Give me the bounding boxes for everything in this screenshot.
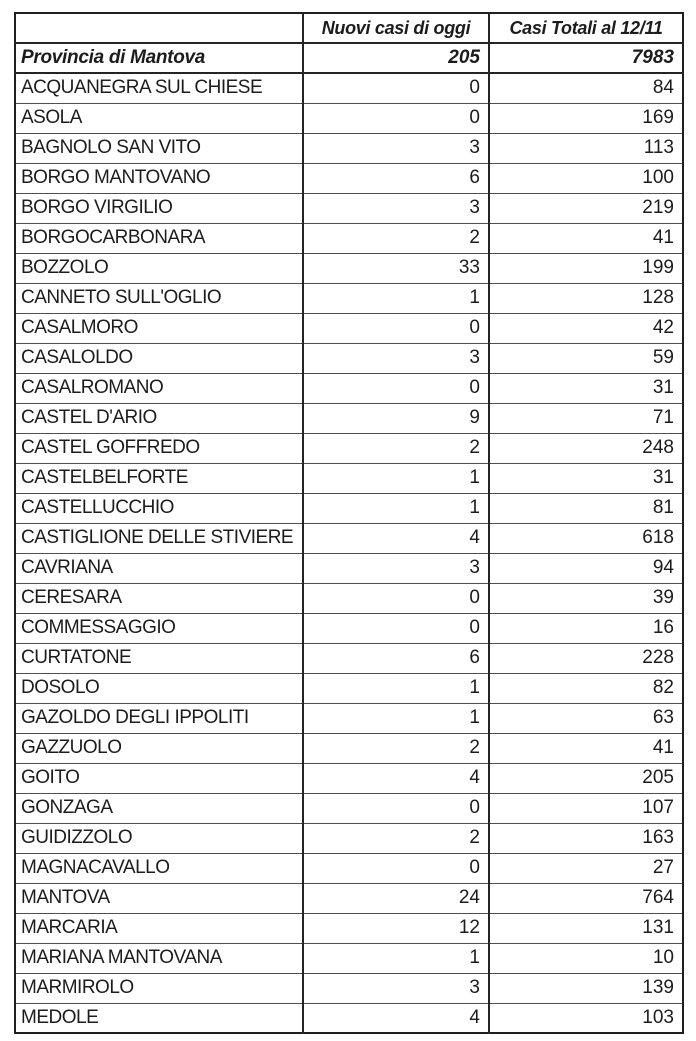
table-row — [15, 523, 683, 553]
table-row — [15, 223, 683, 253]
new-cases-value: 6 — [303, 643, 489, 673]
table-row — [15, 253, 683, 283]
municipality-name: CASALOLDO — [15, 343, 303, 373]
table-row — [15, 163, 683, 193]
new-cases-value: 1 — [303, 703, 489, 733]
new-cases-value: 2 — [303, 733, 489, 763]
table-row — [15, 643, 683, 673]
total-cases-value: 81 — [489, 493, 683, 523]
summary-row — [15, 43, 683, 73]
municipality-name: MARIANA MANTOVANA — [15, 943, 303, 973]
total-cases-value: 103 — [489, 1003, 683, 1033]
total-cases-value: 199 — [489, 253, 683, 283]
municipality-name: GONZAGA — [15, 793, 303, 823]
total-cases-value: 113 — [489, 133, 683, 163]
new-cases-value: 3 — [303, 133, 489, 163]
municipality-name: CAVRIANA — [15, 553, 303, 583]
new-cases-value: 2 — [303, 823, 489, 853]
table-row — [15, 133, 683, 163]
new-cases-value: 1 — [303, 463, 489, 493]
total-cases-value: 100 — [489, 163, 683, 193]
total-cases-value: 71 — [489, 403, 683, 433]
municipality-name: GAZOLDO DEGLI IPPOLITI — [15, 703, 303, 733]
table-row — [15, 853, 683, 883]
municipality-name: BORGOCARBONARA — [15, 223, 303, 253]
new-cases-value: 6 — [303, 163, 489, 193]
table-row — [15, 943, 683, 973]
table-row — [15, 1003, 683, 1033]
new-cases-value: 2 — [303, 223, 489, 253]
table-row — [15, 793, 683, 823]
municipality-name: ASOLA — [15, 103, 303, 133]
table-row — [15, 823, 683, 853]
table-row — [15, 973, 683, 1003]
municipality-name: BORGO VIRGILIO — [15, 193, 303, 223]
new-cases-value: 4 — [303, 763, 489, 793]
new-cases-value: 0 — [303, 793, 489, 823]
municipality-name: DOSOLO — [15, 673, 303, 703]
new-cases-value: 3 — [303, 193, 489, 223]
municipality-name: GOITO — [15, 763, 303, 793]
table-row — [15, 763, 683, 793]
new-cases-value: 24 — [303, 883, 489, 913]
new-cases-value: 1 — [303, 283, 489, 313]
total-cases-value: 63 — [489, 703, 683, 733]
total-cases-value: 139 — [489, 973, 683, 1003]
total-cases-value: 31 — [489, 463, 683, 493]
municipality-name: MARMIROLO — [15, 973, 303, 1003]
new-cases-value: 33 — [303, 253, 489, 283]
table-row — [15, 463, 683, 493]
municipality-name: CASTELBELFORTE — [15, 463, 303, 493]
header-empty-cell — [15, 13, 303, 43]
total-cases-value: 219 — [489, 193, 683, 223]
municipality-name: CASTEL GOFFREDO — [15, 433, 303, 463]
table-row — [15, 343, 683, 373]
total-cases-value: 107 — [489, 793, 683, 823]
summary-total-cases-value: 7983 — [489, 43, 683, 73]
total-cases-value: 764 — [489, 883, 683, 913]
municipality-name: BAGNOLO SAN VITO — [15, 133, 303, 163]
total-cases-value: 163 — [489, 823, 683, 853]
new-cases-value: 0 — [303, 103, 489, 133]
municipality-name: CERESARA — [15, 583, 303, 613]
summary-label: Provincia di Mantova — [15, 43, 303, 73]
total-cases-value: 42 — [489, 313, 683, 343]
header-total-cases: Casi Totali al 12/11 — [489, 13, 683, 43]
municipality-name: CURTATONE — [15, 643, 303, 673]
header-new-cases: Nuovi casi di oggi — [303, 13, 489, 43]
total-cases-value: 41 — [489, 223, 683, 253]
total-cases-value: 31 — [489, 373, 683, 403]
table-row — [15, 403, 683, 433]
table-row — [15, 913, 683, 943]
municipality-name: CASTIGLIONE DELLE STIVIERE — [15, 523, 303, 553]
municipality-name: CASTELLUCCHIO — [15, 493, 303, 523]
total-cases-value: 27 — [489, 853, 683, 883]
total-cases-value: 10 — [489, 943, 683, 973]
new-cases-value: 3 — [303, 973, 489, 1003]
table-row — [15, 613, 683, 643]
new-cases-value: 4 — [303, 523, 489, 553]
new-cases-value: 12 — [303, 913, 489, 943]
table-row — [15, 703, 683, 733]
total-cases-value: 41 — [489, 733, 683, 763]
table-row — [15, 193, 683, 223]
table-row — [15, 493, 683, 523]
table-row — [15, 583, 683, 613]
municipality-name: MARCARIA — [15, 913, 303, 943]
total-cases-value: 228 — [489, 643, 683, 673]
table-row — [15, 733, 683, 763]
municipality-name: MEDOLE — [15, 1003, 303, 1033]
table-row — [15, 103, 683, 133]
municipality-name: COMMESSAGGIO — [15, 613, 303, 643]
total-cases-value: 128 — [489, 283, 683, 313]
new-cases-value: 0 — [303, 583, 489, 613]
new-cases-value: 3 — [303, 343, 489, 373]
total-cases-value: 82 — [489, 673, 683, 703]
table-row — [15, 73, 683, 103]
new-cases-value: 4 — [303, 1003, 489, 1033]
total-cases-value: 39 — [489, 583, 683, 613]
total-cases-value: 205 — [489, 763, 683, 793]
new-cases-value: 1 — [303, 493, 489, 523]
total-cases-value: 248 — [489, 433, 683, 463]
municipality-name: BOZZOLO — [15, 253, 303, 283]
table-row — [15, 883, 683, 913]
municipality-name: GAZZUOLO — [15, 733, 303, 763]
total-cases-value: 169 — [489, 103, 683, 133]
table-row — [15, 313, 683, 343]
total-cases-value: 84 — [489, 73, 683, 103]
new-cases-value: 0 — [303, 73, 489, 103]
municipality-name: CASALROMANO — [15, 373, 303, 403]
total-cases-value: 94 — [489, 553, 683, 583]
new-cases-value: 0 — [303, 313, 489, 343]
table-row — [15, 673, 683, 703]
summary-new-cases-value: 205 — [303, 43, 489, 73]
new-cases-value: 0 — [303, 613, 489, 643]
total-cases-value: 59 — [489, 343, 683, 373]
table-body — [15, 73, 683, 1033]
table-row — [15, 433, 683, 463]
total-cases-value: 16 — [489, 613, 683, 643]
new-cases-value: 1 — [303, 673, 489, 703]
total-cases-value: 131 — [489, 913, 683, 943]
municipality-name: CASALMORO — [15, 313, 303, 343]
table-row — [15, 553, 683, 583]
municipality-name: BORGO MANTOVANO — [15, 163, 303, 193]
covid-cases-table — [14, 12, 684, 1034]
header-row — [15, 13, 683, 43]
municipality-name: CASTEL D'ARIO — [15, 403, 303, 433]
total-cases-value: 618 — [489, 523, 683, 553]
new-cases-value: 0 — [303, 373, 489, 403]
municipality-name: MAGNACAVALLO — [15, 853, 303, 883]
municipality-name: ACQUANEGRA SUL CHIESE — [15, 73, 303, 103]
new-cases-value: 2 — [303, 433, 489, 463]
municipality-name: CANNETO SULL'OGLIO — [15, 283, 303, 313]
municipality-name: GUIDIZZOLO — [15, 823, 303, 853]
municipality-name: MANTOVA — [15, 883, 303, 913]
new-cases-value: 3 — [303, 553, 489, 583]
new-cases-value: 9 — [303, 403, 489, 433]
new-cases-value: 1 — [303, 943, 489, 973]
table-row — [15, 283, 683, 313]
new-cases-value: 0 — [303, 853, 489, 883]
table-row — [15, 373, 683, 403]
